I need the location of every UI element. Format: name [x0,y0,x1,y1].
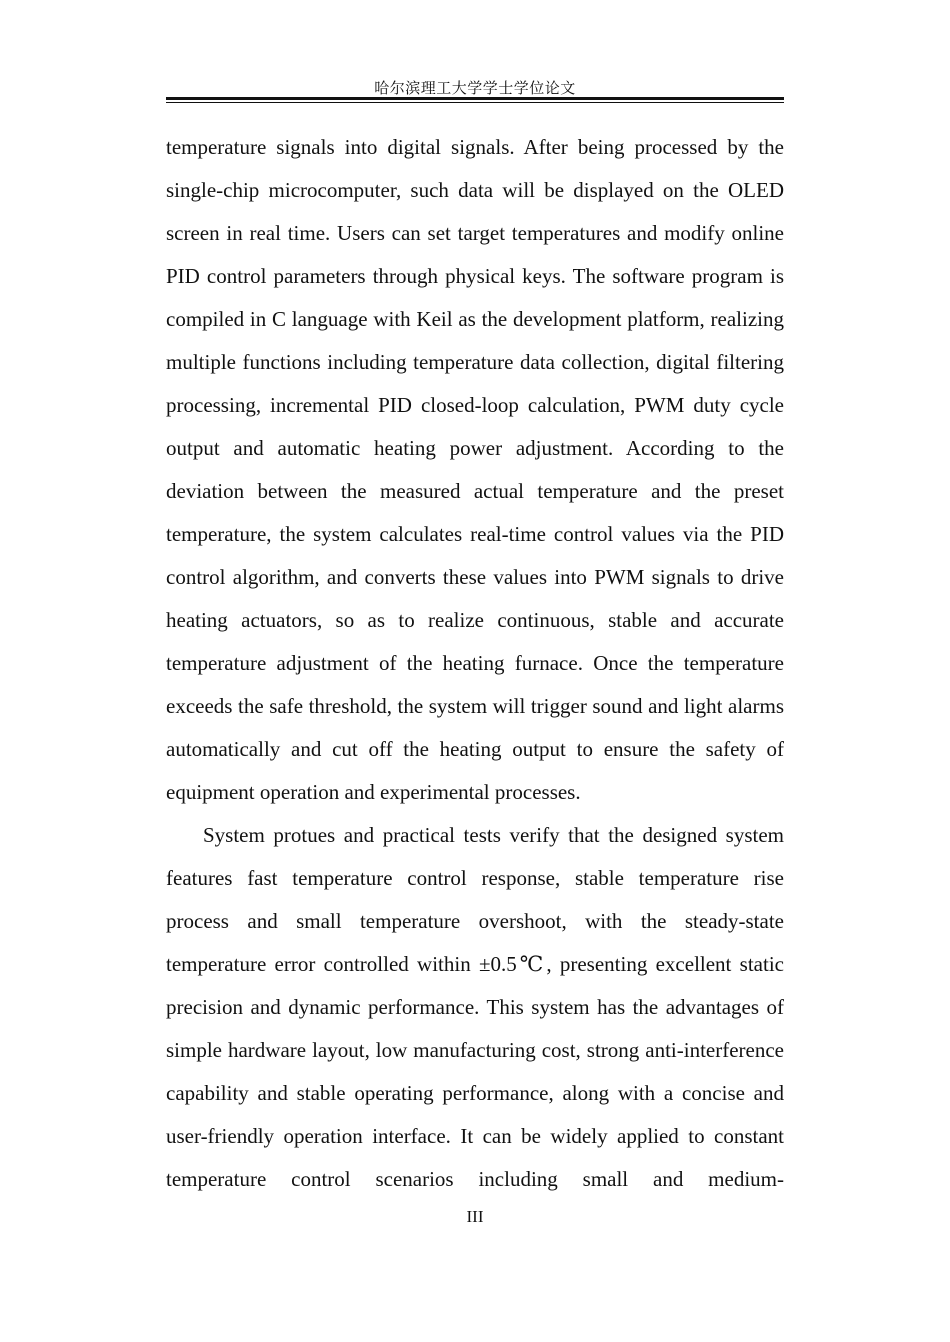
abstract-body [166,126,784,1201]
running-header: 哈尔滨理工大学学士学位论文 [374,79,576,97]
page-number: III [466,1207,484,1226]
header-rule-thin [166,102,784,103]
abstract-paragraph: System protues and practical tests verify that the designed system features fast temperature control response, stable temperature rise process and small temperature overshoot, with the steady-state temperature error controlled within ±0.5℃, presenting excellent static precision and dynamic performance. This system has the advantages of simple hardware layout, low manufacturing cost, strong anti-interference capability and stable operating performance, along with a concise and user-friendly operation interface. It can be widely applied to constant temperature control scenarios including small and medium- [166,823,784,1191]
abstract-paragraph: temperature signals into digital signals. After being processed by the single-chip microcomputer, such data will be displayed on the OLED screen in real time. Users can set target temperatures and modify online PID control parameters through physical keys. The software program is compiled in C language with Keil as the development platform, realizing multiple functions including temperature data collection, digital filtering processing, incremental PID closed-loop calculation, PWM duty cycle output and automatic heating power adjustment. According to the deviation between the measured actual temperature and the preset temperature, the system calculates real-time control values via the PID control algorithm, and converts these values into PWM signals to drive heating actuators, so as to realize continuous, stable and accurate temperature adjustment of the heating furnace. Once the temperature exceeds the safe threshold, the system will trigger sound and light alarms automatically and cut off the heating output to ensure the safety of equipment operation and experimental processes. [166,135,784,804]
header-rule-thick [166,97,784,100]
